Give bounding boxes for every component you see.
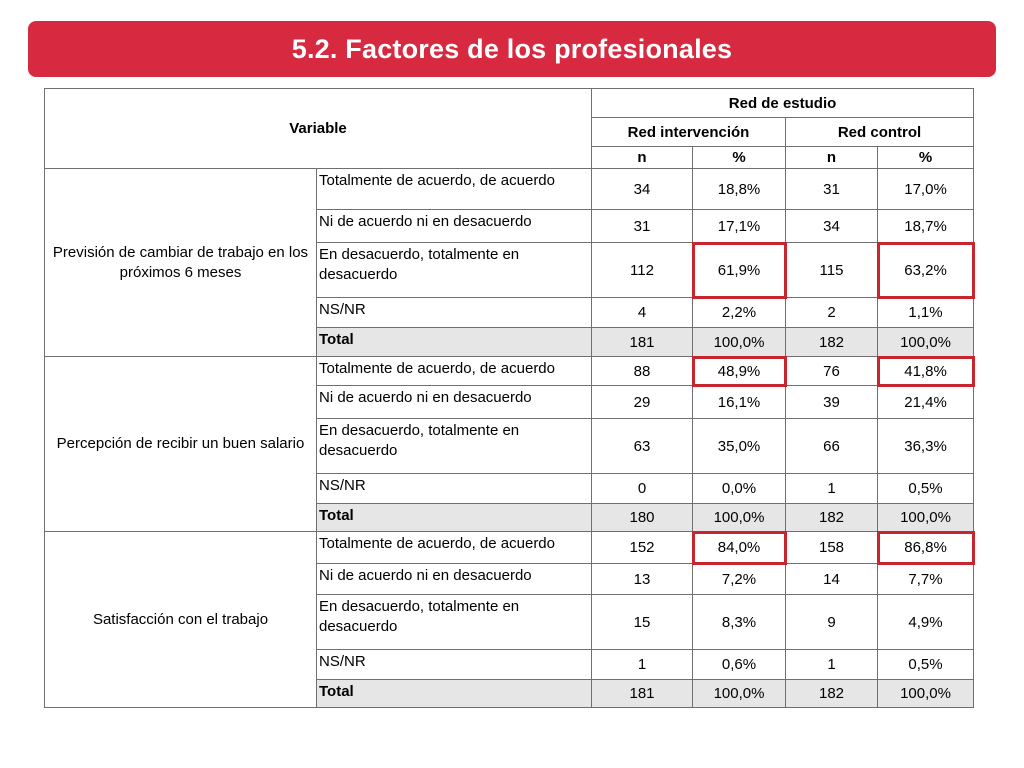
pct-control-cell: 18,7% (878, 210, 974, 243)
category-cell: Ni de acuerdo ni en desacuerdo (317, 210, 592, 243)
n-intervention-cell: 34 (592, 169, 693, 210)
pct-intervention-cell: 100,0% (693, 504, 786, 532)
n-control-cell: 115 (786, 243, 878, 298)
category-cell: En desacuerdo, totalmente en desacuerdo (317, 595, 592, 650)
category-cell: NS/NR (317, 298, 592, 328)
pct-control-cell: 86,8% (878, 532, 974, 564)
table-header (45, 89, 974, 169)
n-intervention-cell: 112 (592, 243, 693, 298)
category-cell: Ni de acuerdo ni en desacuerdo (317, 564, 592, 595)
header-pct-control: % (878, 147, 974, 169)
header-n-intervention: n (592, 147, 693, 169)
category-cell: En desacuerdo, totalmente en desacuerdo (317, 419, 592, 474)
variable-cell: Satisfacción con el trabajo (45, 532, 317, 708)
pct-intervention-cell: 17,1% (693, 210, 786, 243)
category-cell: Total (317, 680, 592, 708)
pct-intervention-cell: 35,0% (693, 419, 786, 474)
n-control-cell: 2 (786, 298, 878, 328)
table-body (45, 169, 974, 708)
table-row (45, 357, 974, 386)
n-control-cell: 66 (786, 419, 878, 474)
pct-control-cell: 0,5% (878, 474, 974, 504)
n-control-cell: 14 (786, 564, 878, 595)
n-intervention-cell: 180 (592, 504, 693, 532)
results-table (44, 88, 974, 708)
pct-intervention-cell: 0,6% (693, 650, 786, 680)
pct-intervention-cell: 84,0% (693, 532, 786, 564)
n-intervention-cell: 15 (592, 595, 693, 650)
pct-intervention-cell: 0,0% (693, 474, 786, 504)
n-intervention-cell: 181 (592, 328, 693, 357)
pct-control-cell: 41,8% (878, 357, 974, 386)
header-intervention: Red intervención (592, 118, 786, 147)
variable-cell: Previsión de cambiar de trabajo en los próximos 6 meses (45, 169, 317, 357)
n-intervention-cell: 31 (592, 210, 693, 243)
n-control-cell: 39 (786, 386, 878, 419)
variable-cell: Percepción de recibir un buen salario (45, 357, 317, 532)
pct-intervention-cell: 18,8% (693, 169, 786, 210)
category-cell: Ni de acuerdo ni en desacuerdo (317, 386, 592, 419)
category-cell: Totalmente de acuerdo, de acuerdo (317, 532, 592, 564)
pct-control-cell: 36,3% (878, 419, 974, 474)
pct-control-cell: 7,7% (878, 564, 974, 595)
n-control-cell: 182 (786, 504, 878, 532)
pct-control-cell: 100,0% (878, 504, 974, 532)
n-control-cell: 182 (786, 328, 878, 357)
pct-intervention-cell: 61,9% (693, 243, 786, 298)
n-control-cell: 31 (786, 169, 878, 210)
n-intervention-cell: 4 (592, 298, 693, 328)
pct-control-cell: 17,0% (878, 169, 974, 210)
pct-intervention-cell: 8,3% (693, 595, 786, 650)
n-control-cell: 1 (786, 650, 878, 680)
pct-control-cell: 100,0% (878, 328, 974, 357)
pct-intervention-cell: 100,0% (693, 680, 786, 708)
n-intervention-cell: 88 (592, 357, 693, 386)
category-cell: Totalmente de acuerdo, de acuerdo (317, 357, 592, 386)
pct-control-cell: 4,9% (878, 595, 974, 650)
n-control-cell: 1 (786, 474, 878, 504)
pct-intervention-cell: 100,0% (693, 328, 786, 357)
n-control-cell: 76 (786, 357, 878, 386)
pct-intervention-cell: 16,1% (693, 386, 786, 419)
category-cell: NS/NR (317, 474, 592, 504)
pct-control-cell: 63,2% (878, 243, 974, 298)
page-title: 5.2. Factores de los profesionales (291, 33, 733, 64)
category-cell: Total (317, 328, 592, 357)
header-study-network: Red de estudio (592, 89, 974, 118)
title-banner (28, 21, 996, 77)
header-pct-intervention: % (693, 147, 786, 169)
category-cell: Total (317, 504, 592, 532)
header-n-control: n (786, 147, 878, 169)
table-row (45, 169, 974, 210)
n-intervention-cell: 152 (592, 532, 693, 564)
table-row (45, 532, 974, 564)
header-control: Red control (786, 118, 974, 147)
n-intervention-cell: 13 (592, 564, 693, 595)
pct-intervention-cell: 7,2% (693, 564, 786, 595)
n-intervention-cell: 0 (592, 474, 693, 504)
n-intervention-cell: 29 (592, 386, 693, 419)
n-intervention-cell: 63 (592, 419, 693, 474)
n-control-cell: 34 (786, 210, 878, 243)
pct-control-cell: 1,1% (878, 298, 974, 328)
category-cell: Totalmente de acuerdo, de acuerdo (317, 169, 592, 210)
pct-control-cell: 21,4% (878, 386, 974, 419)
category-cell: En desacuerdo, totalmente en desacuerdo (317, 243, 592, 298)
header-variable: Variable (45, 89, 592, 169)
pct-control-cell: 100,0% (878, 680, 974, 708)
n-control-cell: 158 (786, 532, 878, 564)
pct-control-cell: 0,5% (878, 650, 974, 680)
pct-intervention-cell: 48,9% (693, 357, 786, 386)
n-control-cell: 9 (786, 595, 878, 650)
pct-intervention-cell: 2,2% (693, 298, 786, 328)
n-intervention-cell: 181 (592, 680, 693, 708)
n-intervention-cell: 1 (592, 650, 693, 680)
n-control-cell: 182 (786, 680, 878, 708)
category-cell: NS/NR (317, 650, 592, 680)
